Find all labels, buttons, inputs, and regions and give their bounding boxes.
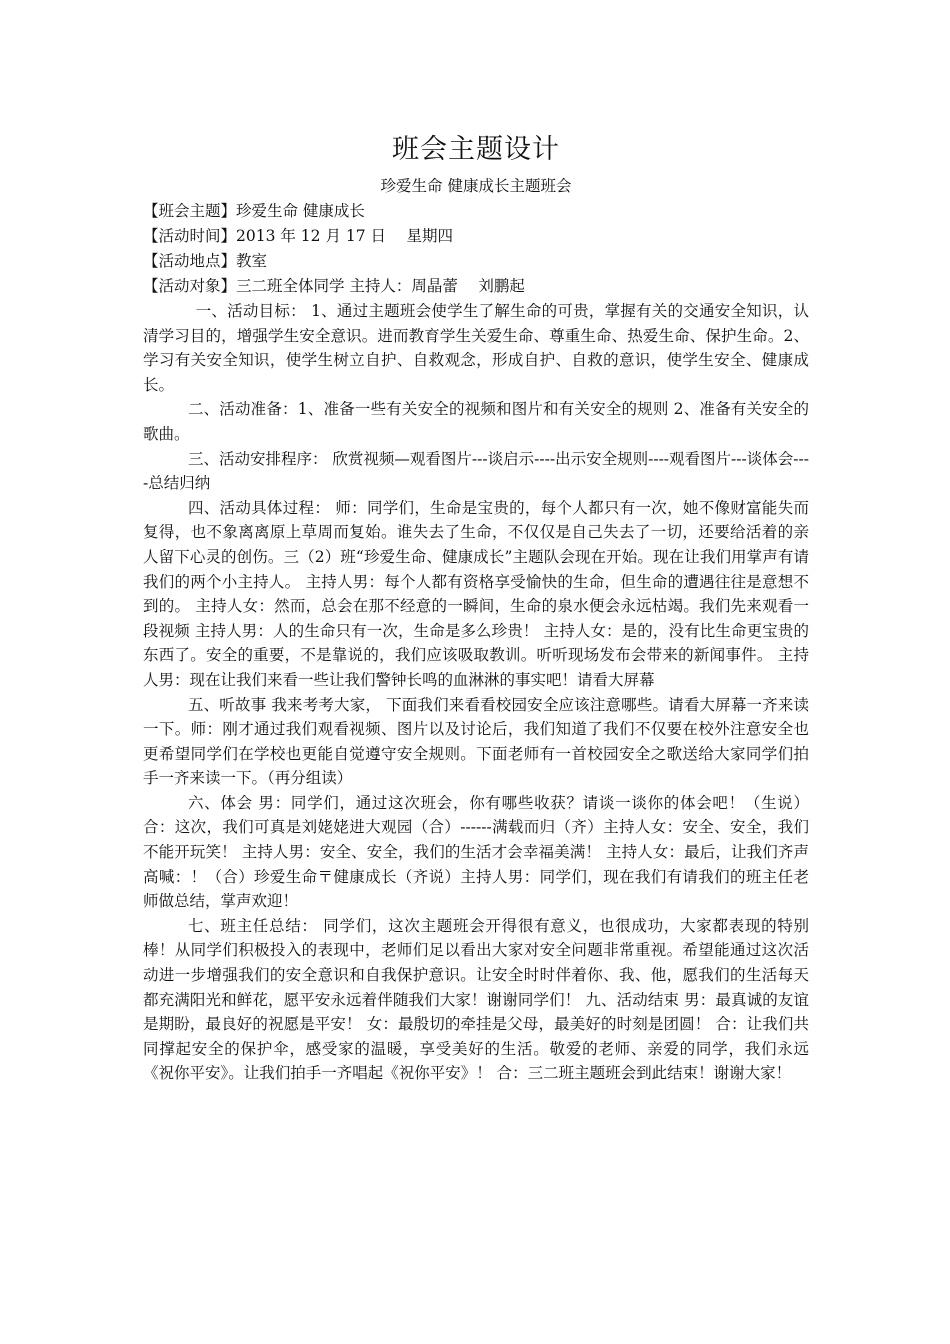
meta-time: 【活动时间】2013 年 12 月 17 日 星期四: [143, 227, 453, 245]
section-preparation: 二、活动准备：1、准备一些有关安全的视频和图片和有关安全的规则 2、准备有关安全的歌曲。: [143, 400, 809, 443]
section-process: 四、活动具体过程： 师：同学们，生命是宝贵的，每个人都只有一次，她不像财富能失而复得，也不象离离原上草周而复始。谁失去了生命，不仅仅是自己失去了一切，还要给活着的亲人留下心灵的创伤。三（2）班“珍爱生命、健康成长”主题队会现在开始。现在让我们用掌声有请我们的两个小主持人。 主持人男：每个人都有资格享受愉快的生命，但生命的遭遇往往是意想不到的。 主持人女：然而，总会在那不经意的一瞬间，生命的泉水便会永远枯竭。我们先来观看一段视频 主持人男：人的生命只有一次，生命是多么珍贵！ 主持人女：是的，没有比生命更宝贵的东西了。安全的重要，不是靠说的，我们应该吸取教训。听听现场发布会带来的新闻事件。 主持人男：现在让我们来看一些让我们警钟长鸣的血淋淋的事实吧！请看大屏幕: [143, 498, 809, 689]
meta-participants: 【活动对象】三二班全体同学 主持人：周晶蕾 刘鹏起: [143, 277, 525, 295]
meta-location: 【活动地点】教室: [143, 252, 268, 270]
section-goals: 一、活动目标： 1、通过主题班会使学生了解生命的可贵，掌握有关的交通安全知识，认清学习目的，增强学生安全意识。进而教育学生关爱生命、尊重生命、热爱生命、保护生命。2、学习有关安全知识，使学生树立自护、自救观念，形成自护、自救的意识，使学生安全、健康成长。: [143, 302, 809, 394]
document-title: 班会主题设计: [392, 134, 560, 165]
document-page: [143, 128, 809, 1086]
document-subtitle: 珍爱生命 健康成长主题班会: [380, 177, 572, 195]
meta-theme: 【班会主题】珍爱生命 健康成长: [143, 202, 365, 220]
section-story: 五、听故事 我来考考大家， 下面我们来看看校园安全应该注意哪些。请看大屏幕一齐来读一下。师：刚才通过我们观看视频、图片以及讨论后，我们知道了我们不仅要在校外注意安全也更希望同学们在学校也更能自觉遵守安全规则。下面老师有一首校园安全之歌送给大家同学们拍手一齐来读一下。（再分组读）: [143, 695, 809, 788]
section-summary: 七、班主任总结： 同学们，这次主题班会开得很有意义，也很成功，大家都表现的特别棒！从同学们积极投入的表现中，老师们足以看出大家对安全问题非常重视。希望能通过这次活动进一步增强我们的安全意识和自我保护意识。让安全时时伴着你、我、他，愿我们的生活每天都充满阳光和鲜花，愿平安永远着伴随我们大家！谢谢同学们！ 九、活动结束 男：最真诚的友谊是期盼，最良好的祝愿是平安！ 女：最殷切的牵挂是父母，最美好的时刻是团圆！ 合：让我们共同撑起安全的保护伞，感受家的温暖，享受美好的生活。敬爱的老师、亲爱的同学，我们永远《祝你平安》。让我们拍手一齐唱起《祝你平安》！ 合：三二班主题班会到此结束！谢谢大家！: [143, 916, 809, 1083]
section-reflection: 六、体会 男：同学们，通过这次班会，你有哪些收获？请谈一谈你的体会吧！（生说）合：这次，我们可真是刘姥姥进大观园（合）------满载而归（齐）主持人女：安全、安全，我们不能开玩笑！ 主持人男：安全、安全，我们的生活才会幸福美满！ 主持人女：最后，让我们齐声高喊：！（合）珍爱生命〒健康成长（齐说）主持人男：同学们，现在我们有请我们的班主任老师做总结，掌声欢迎！: [143, 793, 809, 911]
section-schedule: 三、活动安排程序： 欣赏视频—观看图片---谈启示----出示安全规则----观看图片---谈体会----总结归纳: [143, 449, 809, 493]
